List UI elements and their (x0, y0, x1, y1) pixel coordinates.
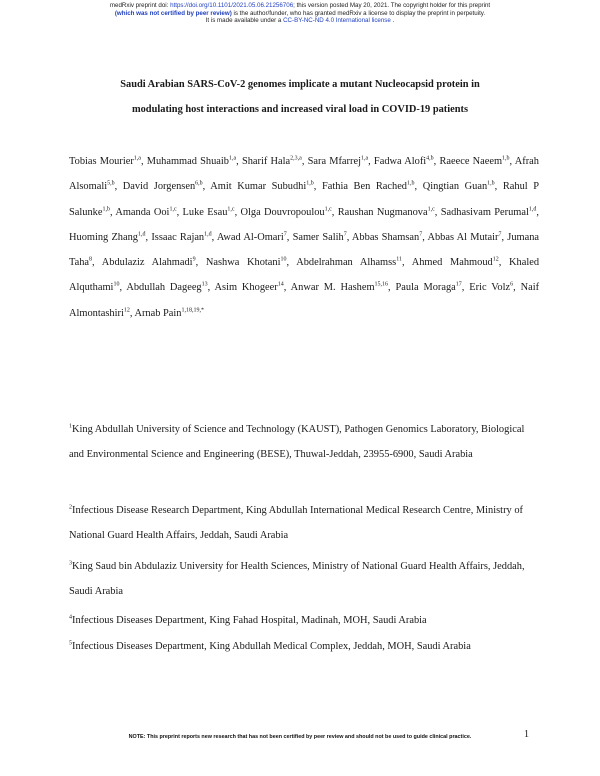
author (215, 282, 284, 293)
author-name: Abdullah Dageeg (126, 282, 202, 294)
affiliation-text: Infectious Diseases Department, King Fahad Hospital, Madinah, MOH, Saudi Arabia (72, 615, 427, 626)
author-affiliation-marker: 1,a (360, 155, 369, 162)
affiliation-number: 4 (69, 614, 72, 621)
license-grant-text: is the author/funder, who has granted medRxiv a license to display the preprint in perpetuity. (231, 9, 486, 17)
preprint-header (0, 2, 600, 25)
author-name: Sharif Hala (241, 156, 291, 167)
author-affiliation-marker: 12 (492, 256, 499, 263)
author-name: Awad Al-Omari (216, 231, 284, 243)
author (69, 156, 141, 167)
paper-title (40, 72, 560, 122)
affiliation-text: King Abdullah University of Science and Technology (KAUST), Pathogen Genomics Laboratory, Biological and Environmental Science and Engineering (BESE), Thuwal-Jeddah, 23955-6900, Saudi Arabia (69, 424, 525, 461)
author-name: Huoming Zhang (69, 231, 138, 243)
author-affiliation-marker: 1,b (407, 180, 415, 187)
author-affiliation-marker: 1,c (169, 206, 177, 213)
author-name: Anwar M. Hashem (290, 282, 375, 294)
author-name: Asim Khogeer (214, 282, 278, 294)
author-affiliation-marker: 12 (123, 307, 130, 314)
affiliation-number: 2 (69, 504, 72, 511)
author (396, 282, 462, 293)
affiliation-text: King Saud bin Abdulaziz University for Health Sciences, Ministry of National Guard Health Affairs, Jeddah, Saudi Arabia (69, 561, 525, 598)
header-prefix: medRxiv preprint doi: (109, 2, 171, 9)
author-affiliation-marker: 4,b (426, 155, 434, 162)
header-line-2 (0, 10, 600, 18)
author-affiliation-marker: 7 (498, 231, 502, 238)
author-affiliation-marker: 11 (396, 256, 403, 263)
footer-note: NOTE: This preprint reports new research that has not been certified by peer review and should not be used to guide clinical practice. (128, 734, 472, 740)
author (206, 257, 287, 268)
author (291, 282, 388, 293)
author-affiliation-marker: 15,16 (374, 282, 389, 289)
page-number: 1 (524, 729, 529, 740)
author-name: Jumana Taha (69, 231, 540, 269)
author (147, 156, 236, 167)
author (242, 156, 302, 167)
author-name: Issaac Rajan (151, 231, 205, 243)
author-affiliation-marker: 17 (455, 282, 462, 289)
author-name: Abbas Al Mutair (427, 231, 499, 243)
author (374, 156, 434, 167)
author (412, 257, 499, 268)
author (123, 181, 203, 192)
author-name: Eric Volz (469, 282, 511, 294)
author-affiliation-marker: 7 (343, 231, 347, 238)
author-list: Tobias Mourier$^{1,a}$, Muhammad Shuaib$^{1,a}$, Sharif Hala$^{2,3,a}$, Sara Mfarrej$^{1,a}$, Fadwa Alofi$^{4,b}$, Raeece Naeem$^{1,b}$, Afrah Alsomali$^{5,b}$, David Jorgensen$^{6,b}$, Amit Kumar Subudhi$^{1,b}$, Fathia Ben Rached$^{1,b}$, Qingtian Guan$^{1,b}$, Rahul P Salunke$^{1,b}$, Amanda Ooi$^{1,c}$, Luke Esau$^{1,c}$, Olga Douvropoulou$^{1,c}$, Raushan Nugmanova$^{1,c}$, Sadhasivam Perumal$^{1,d}$, Huoming Zhang$^{1,d}$, Issaac Rajan$^{1,d}$, Awad Al-Omari$^7$, Samer Salih$^7$, Abbas Shamsan$^7$, Abbas Al Mutair$^7$, Jumana Taha$^8$, Abdulaziz Alahmadi$^9$, Nashwa Khotani$^{10}$, Abdelrahman Alhamss$^{11}$, Ahmed Mahmoud$^{12}$, Khaled Alquthami$^{10}$, Abdullah Dageeg$^{13}$, Asim Khogeer$^{14}$, Anwar M. Hashem$^{15,16}$, Paula Moraga$^{17}$, Eric Volz$^6$, Naif Almontashiri$^{12}$, Arnab Pain$^{1,18,19,*}$ (69, 155, 540, 319)
author (427, 232, 501, 243)
author (69, 232, 146, 243)
author (102, 257, 196, 268)
author-name: Paula Moraga (395, 282, 456, 294)
author-name: Arnab Pain (134, 307, 182, 319)
author-name: Rahul P Salunke (69, 181, 540, 218)
author-name: Naif Almontashiri (69, 282, 540, 319)
author (423, 181, 495, 192)
peer-review-notice: (which was not certified by peer review) (114, 9, 232, 17)
author-affiliation-marker: 10 (113, 282, 120, 289)
author-name: Olga Douvropoulou (240, 206, 325, 218)
affiliation-number: 5 (69, 640, 72, 647)
author (322, 181, 415, 192)
affiliation-text: Infectious Disease Research Department, King Abdullah International Medical Research Centre, Ministry of National Guard Health Affairs, Jeddah, Saudi Arabia (69, 505, 523, 542)
author (338, 207, 435, 218)
license-link[interactable]: CC-BY-NC-ND 4.0 International license (283, 17, 391, 25)
author (241, 207, 332, 218)
author-affiliation-marker: 5,b (107, 180, 115, 187)
author-affiliation-marker: 1,b (487, 180, 495, 187)
author-affiliation-marker: 1,c (227, 206, 235, 213)
header-line-1 (0, 2, 600, 10)
author-name: David Jorgensen (122, 181, 196, 193)
author (183, 207, 235, 218)
author-name: Muhammad Shuaib (146, 156, 229, 167)
author-affiliation-marker: 7 (419, 231, 423, 238)
header-suffix: ; this version posted May 20, 2021. The copyright holder for this preprint (293, 2, 491, 9)
author-name: Fathia Ben Rached (321, 181, 407, 193)
author-affiliation-marker: 9 (192, 256, 196, 263)
author-affiliation-marker: 7 (283, 231, 287, 238)
author-affiliation-marker: 1,a (229, 155, 237, 162)
author-affiliation-marker: 1,18,19,* (181, 307, 205, 314)
author-name: Qingtian Guan (422, 181, 488, 193)
author-affiliation-marker: 1,d (528, 206, 537, 213)
author (115, 207, 176, 218)
author-affiliation-marker: 8 (89, 256, 93, 263)
author (469, 282, 513, 293)
doi-link[interactable]: https://doi.org/10.1101/2021.05.06.21256706 (170, 2, 294, 9)
author-name: Fadwa Alofi (373, 156, 427, 167)
author (308, 156, 369, 167)
author (439, 156, 509, 167)
author-affiliation-marker: 1,c (427, 206, 435, 213)
header-line-3 (0, 17, 600, 25)
author (293, 232, 347, 243)
author-affiliation-marker: 1,b (502, 155, 510, 162)
affiliation-number: 1 (69, 423, 72, 430)
affiliation-4 (69, 608, 539, 633)
author-affiliation-marker: 13 (201, 282, 208, 289)
author-affiliation-marker: 6,b (195, 180, 203, 187)
author (352, 232, 422, 243)
author-name: Tobias Mourier (69, 156, 134, 167)
title-line-2: modulating host interactions and increased viral load in COVID-19 patients (131, 104, 469, 115)
author-name: Nashwa Khotani (205, 257, 281, 269)
affiliation-1 (69, 417, 539, 468)
author-name: Amit Kumar Subudhi (210, 181, 307, 193)
affiliation-5 (69, 634, 539, 659)
author-name: Abbas Shamsan (351, 231, 420, 243)
author-affiliation-marker: 14 (277, 282, 284, 289)
author-name: Samer Salih (292, 231, 344, 243)
author (126, 282, 207, 293)
author-name: Luke Esau (182, 206, 228, 218)
author-name: Raushan Nugmanova (337, 206, 428, 218)
author (210, 181, 314, 192)
author-affiliation-marker: 1,b (306, 180, 314, 187)
author-affiliation-marker: 1,c (324, 206, 332, 213)
license-suffix: . (390, 17, 395, 25)
author-affiliation-marker: 2,3,a (290, 155, 302, 162)
affiliation-text: Infectious Diseases Department, King Abdullah Medical Complex, Jeddah, MOH, Saudi Arabia (72, 641, 471, 652)
author-affiliation-marker: 10 (280, 256, 287, 263)
title-line-1: Saudi Arabian SARS-CoV-2 genomes implicate a mutant Nucleocapsid protein in (120, 79, 480, 90)
author-name: Sadhasivam Perumal (440, 206, 529, 218)
author (151, 232, 211, 243)
author-name: Raeece Naeem (439, 156, 503, 167)
author (217, 232, 287, 243)
affiliation-3 (69, 554, 539, 605)
author-name: Sara Mfarrej (307, 156, 361, 167)
license-prefix: It is made available under a (205, 17, 284, 25)
author (134, 308, 204, 319)
author-name: Ahmed Mahmoud (411, 257, 493, 269)
author-affiliation-marker: 6 (510, 282, 514, 289)
affiliation-2 (69, 498, 539, 549)
author-name: Afrah Alsomali (69, 156, 539, 193)
author-name: Abdulaziz Alahmadi (101, 257, 193, 269)
author-affiliation-marker: 1,d (138, 231, 146, 238)
author-name: Abdelrahman Alhamss (296, 257, 397, 269)
author-affiliation-marker: 1,d (204, 231, 212, 238)
author-name: Khaled Alquthami (69, 257, 540, 294)
author-name: Amanda Ooi (115, 206, 170, 218)
author (296, 257, 402, 268)
author-affiliation-marker: 1,b (102, 206, 110, 213)
affiliation-number: 3 (69, 560, 72, 567)
author (441, 207, 537, 218)
author-affiliation-marker: 1,a (133, 155, 141, 162)
